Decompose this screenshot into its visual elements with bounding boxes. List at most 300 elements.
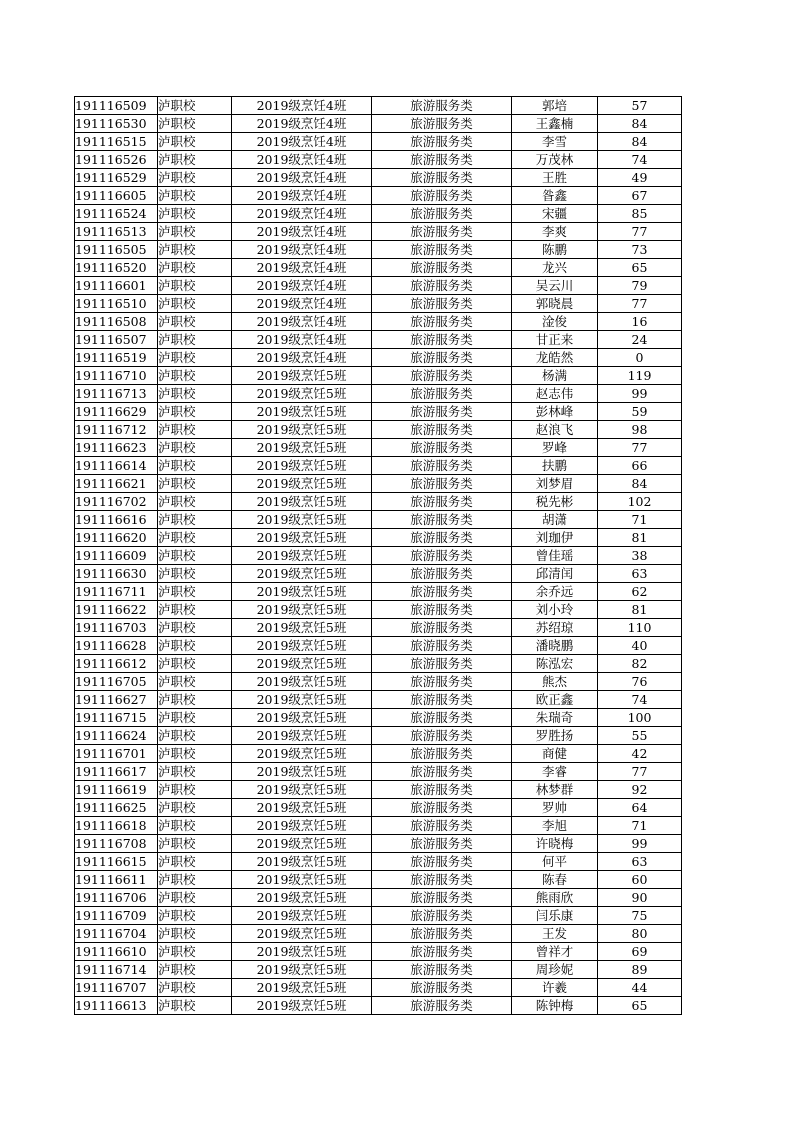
student-id-cell: 191116524	[75, 205, 158, 223]
score-cell: 82	[598, 655, 682, 673]
student-name-cell: 王发	[512, 925, 598, 943]
category-cell: 旅游服务类	[372, 133, 512, 151]
student-id-cell: 191116617	[75, 763, 158, 781]
category-cell: 旅游服务类	[372, 457, 512, 475]
student-name-cell: 李睿	[512, 763, 598, 781]
student-name-cell: 邱清闰	[512, 565, 598, 583]
student-id-cell: 191116505	[75, 241, 158, 259]
table-row	[75, 601, 682, 619]
student-id-cell: 191116515	[75, 133, 158, 151]
class-cell: 2019级烹饪5班	[232, 637, 372, 655]
score-cell: 49	[598, 169, 682, 187]
table-row	[75, 97, 682, 115]
category-cell: 旅游服务类	[372, 925, 512, 943]
table-row	[75, 421, 682, 439]
table-row	[75, 997, 682, 1015]
class-cell: 2019级烹饪4班	[232, 295, 372, 313]
student-id-cell: 191116526	[75, 151, 158, 169]
category-cell: 旅游服务类	[372, 439, 512, 457]
table-row	[75, 583, 682, 601]
school-cell: 泸职校	[158, 871, 232, 889]
class-cell: 2019级烹饪4班	[232, 133, 372, 151]
school-cell: 泸职校	[158, 403, 232, 421]
student-id-cell: 191116714	[75, 961, 158, 979]
category-cell: 旅游服务类	[372, 781, 512, 799]
table-row	[75, 943, 682, 961]
score-cell: 89	[598, 961, 682, 979]
table-row	[75, 691, 682, 709]
category-cell: 旅游服务类	[372, 277, 512, 295]
table-row	[75, 709, 682, 727]
score-cell: 77	[598, 439, 682, 457]
class-cell: 2019级烹饪4班	[232, 241, 372, 259]
school-cell: 泸职校	[158, 493, 232, 511]
score-cell: 62	[598, 583, 682, 601]
school-cell: 泸职校	[158, 799, 232, 817]
score-cell: 77	[598, 763, 682, 781]
student-id-cell: 191116708	[75, 835, 158, 853]
class-cell: 2019级烹饪5班	[232, 907, 372, 925]
category-cell: 旅游服务类	[372, 421, 512, 439]
student-name-cell: 赵志伟	[512, 385, 598, 403]
class-cell: 2019级烹饪5班	[232, 817, 372, 835]
school-cell: 泸职校	[158, 547, 232, 565]
score-cell: 81	[598, 601, 682, 619]
table-row	[75, 511, 682, 529]
student-id-cell: 191116510	[75, 295, 158, 313]
table-row	[75, 187, 682, 205]
school-cell: 泸职校	[158, 565, 232, 583]
school-cell: 泸职校	[158, 277, 232, 295]
student-id-cell: 191116629	[75, 403, 158, 421]
school-cell: 泸职校	[158, 349, 232, 367]
student-name-cell: 曾佳瑶	[512, 547, 598, 565]
category-cell: 旅游服务类	[372, 979, 512, 997]
class-cell: 2019级烹饪5班	[232, 475, 372, 493]
student-name-cell: 万茂林	[512, 151, 598, 169]
table-row	[75, 403, 682, 421]
student-id-cell: 191116610	[75, 943, 158, 961]
table-row	[75, 835, 682, 853]
student-id-cell: 191116509	[75, 97, 158, 115]
score-cell: 60	[598, 871, 682, 889]
score-cell: 76	[598, 673, 682, 691]
category-cell: 旅游服务类	[372, 691, 512, 709]
student-id-cell: 191116701	[75, 745, 158, 763]
table-row	[75, 619, 682, 637]
table-body	[75, 97, 682, 1015]
school-cell: 泸职校	[158, 979, 232, 997]
student-name-cell: 李旭	[512, 817, 598, 835]
student-id-cell: 191116619	[75, 781, 158, 799]
category-cell: 旅游服务类	[372, 565, 512, 583]
student-name-cell: 林梦群	[512, 781, 598, 799]
student-name-cell: 苏绍琼	[512, 619, 598, 637]
student-id-cell: 191116715	[75, 709, 158, 727]
student-id-cell: 191116709	[75, 907, 158, 925]
student-name-cell: 李爽	[512, 223, 598, 241]
school-cell: 泸职校	[158, 529, 232, 547]
table-row	[75, 727, 682, 745]
score-cell: 63	[598, 853, 682, 871]
category-cell: 旅游服务类	[372, 619, 512, 637]
school-cell: 泸职校	[158, 457, 232, 475]
student-id-cell: 191116605	[75, 187, 158, 205]
student-name-cell: 龙皓然	[512, 349, 598, 367]
student-name-cell: 陈钟梅	[512, 997, 598, 1015]
student-id-cell: 191116612	[75, 655, 158, 673]
student-name-cell: 欧正鑫	[512, 691, 598, 709]
student-name-cell: 余乔远	[512, 583, 598, 601]
student-name-cell: 吴云川	[512, 277, 598, 295]
student-name-cell: 彭林峰	[512, 403, 598, 421]
student-id-cell: 191116623	[75, 439, 158, 457]
student-name-cell: 郭晓晨	[512, 295, 598, 313]
student-name-cell: 扶鹏	[512, 457, 598, 475]
class-cell: 2019级烹饪5班	[232, 961, 372, 979]
class-cell: 2019级烹饪5班	[232, 727, 372, 745]
table-row	[75, 907, 682, 925]
student-name-cell: 税先彬	[512, 493, 598, 511]
student-id-cell: 191116611	[75, 871, 158, 889]
school-cell: 泸职校	[158, 619, 232, 637]
school-cell: 泸职校	[158, 151, 232, 169]
student-id-cell: 191116529	[75, 169, 158, 187]
school-cell: 泸职校	[158, 169, 232, 187]
table-row	[75, 979, 682, 997]
table-row	[75, 259, 682, 277]
student-name-cell: 淦俊	[512, 313, 598, 331]
score-cell: 75	[598, 907, 682, 925]
student-name-cell: 郭培	[512, 97, 598, 115]
school-cell: 泸职校	[158, 907, 232, 925]
student-id-cell: 191116711	[75, 583, 158, 601]
student-name-cell: 潘晓鹏	[512, 637, 598, 655]
school-cell: 泸职校	[158, 205, 232, 223]
category-cell: 旅游服务类	[372, 529, 512, 547]
score-cell: 84	[598, 115, 682, 133]
school-cell: 泸职校	[158, 817, 232, 835]
class-cell: 2019级烹饪4班	[232, 313, 372, 331]
student-name-cell: 王鑫楠	[512, 115, 598, 133]
class-cell: 2019级烹饪4班	[232, 205, 372, 223]
student-id-cell: 191116508	[75, 313, 158, 331]
student-name-cell: 陈鹏	[512, 241, 598, 259]
class-cell: 2019级烹饪5班	[232, 583, 372, 601]
class-cell: 2019级烹饪5班	[232, 871, 372, 889]
school-cell: 泸职校	[158, 835, 232, 853]
class-cell: 2019级烹饪4班	[232, 115, 372, 133]
score-cell: 98	[598, 421, 682, 439]
table-row	[75, 169, 682, 187]
student-name-cell: 宋疆	[512, 205, 598, 223]
student-name-cell: 陈泓宏	[512, 655, 598, 673]
score-cell: 42	[598, 745, 682, 763]
student-name-cell: 甘正来	[512, 331, 598, 349]
school-cell: 泸职校	[158, 259, 232, 277]
score-cell: 65	[598, 259, 682, 277]
student-name-cell: 罗胜扬	[512, 727, 598, 745]
score-cell: 84	[598, 475, 682, 493]
category-cell: 旅游服务类	[372, 403, 512, 421]
student-name-cell: 赵浪飞	[512, 421, 598, 439]
school-cell: 泸职校	[158, 727, 232, 745]
student-id-cell: 191116706	[75, 889, 158, 907]
student-id-cell: 191116615	[75, 853, 158, 871]
score-cell: 77	[598, 223, 682, 241]
class-cell: 2019级烹饪5班	[232, 709, 372, 727]
school-cell: 泸职校	[158, 583, 232, 601]
table-row	[75, 871, 682, 889]
class-cell: 2019级烹饪5班	[232, 385, 372, 403]
category-cell: 旅游服务类	[372, 727, 512, 745]
class-cell: 2019级烹饪5班	[232, 439, 372, 457]
student-id-cell: 191116703	[75, 619, 158, 637]
class-cell: 2019级烹饪5班	[232, 493, 372, 511]
class-cell: 2019级烹饪5班	[232, 655, 372, 673]
student-name-cell: 李雪	[512, 133, 598, 151]
category-cell: 旅游服务类	[372, 511, 512, 529]
score-cell: 71	[598, 511, 682, 529]
category-cell: 旅游服务类	[372, 709, 512, 727]
school-cell: 泸职校	[158, 223, 232, 241]
student-name-cell: 熊雨欣	[512, 889, 598, 907]
class-cell: 2019级烹饪5班	[232, 421, 372, 439]
table-row	[75, 745, 682, 763]
student-id-cell: 191116625	[75, 799, 158, 817]
score-cell: 110	[598, 619, 682, 637]
school-cell: 泸职校	[158, 637, 232, 655]
class-cell: 2019级烹饪5班	[232, 853, 372, 871]
score-cell: 64	[598, 799, 682, 817]
student-id-cell: 191116704	[75, 925, 158, 943]
table-row	[75, 799, 682, 817]
category-cell: 旅游服务类	[372, 241, 512, 259]
score-cell: 79	[598, 277, 682, 295]
score-cell: 99	[598, 835, 682, 853]
class-cell: 2019级烹饪4班	[232, 331, 372, 349]
student-name-cell: 昝鑫	[512, 187, 598, 205]
class-cell: 2019级烹饪5班	[232, 889, 372, 907]
class-cell: 2019级烹饪5班	[232, 565, 372, 583]
category-cell: 旅游服务类	[372, 259, 512, 277]
score-cell: 119	[598, 367, 682, 385]
school-cell: 泸职校	[158, 295, 232, 313]
student-id-cell: 191116702	[75, 493, 158, 511]
table-row	[75, 223, 682, 241]
student-score-table	[74, 96, 682, 1015]
class-cell: 2019级烹饪5班	[232, 997, 372, 1015]
school-cell: 泸职校	[158, 925, 232, 943]
student-id-cell: 191116618	[75, 817, 158, 835]
class-cell: 2019级烹饪5班	[232, 763, 372, 781]
table-row	[75, 493, 682, 511]
category-cell: 旅游服务类	[372, 205, 512, 223]
score-cell: 102	[598, 493, 682, 511]
school-cell: 泸职校	[158, 961, 232, 979]
category-cell: 旅游服务类	[372, 295, 512, 313]
score-cell: 40	[598, 637, 682, 655]
category-cell: 旅游服务类	[372, 187, 512, 205]
class-cell: 2019级烹饪5班	[232, 601, 372, 619]
school-cell: 泸职校	[158, 313, 232, 331]
school-cell: 泸职校	[158, 475, 232, 493]
category-cell: 旅游服务类	[372, 745, 512, 763]
class-cell: 2019级烹饪5班	[232, 529, 372, 547]
score-cell: 74	[598, 691, 682, 709]
school-cell: 泸职校	[158, 853, 232, 871]
table-row	[75, 331, 682, 349]
table-row	[75, 241, 682, 259]
category-cell: 旅游服务类	[372, 817, 512, 835]
student-name-cell: 刘梦眉	[512, 475, 598, 493]
score-cell: 77	[598, 295, 682, 313]
school-cell: 泸职校	[158, 763, 232, 781]
student-id-cell: 191116712	[75, 421, 158, 439]
student-name-cell: 胡潇	[512, 511, 598, 529]
class-cell: 2019级烹饪4班	[232, 223, 372, 241]
category-cell: 旅游服务类	[372, 601, 512, 619]
school-cell: 泸职校	[158, 601, 232, 619]
class-cell: 2019级烹饪4班	[232, 151, 372, 169]
school-cell: 泸职校	[158, 745, 232, 763]
student-name-cell: 许羲	[512, 979, 598, 997]
score-cell: 65	[598, 997, 682, 1015]
student-name-cell: 刘小玲	[512, 601, 598, 619]
score-cell: 55	[598, 727, 682, 745]
category-cell: 旅游服务类	[372, 97, 512, 115]
student-id-cell: 191116614	[75, 457, 158, 475]
school-cell: 泸职校	[158, 691, 232, 709]
table-row	[75, 565, 682, 583]
category-cell: 旅游服务类	[372, 871, 512, 889]
student-id-cell: 191116609	[75, 547, 158, 565]
student-name-cell: 周珍妮	[512, 961, 598, 979]
school-cell: 泸职校	[158, 997, 232, 1015]
score-cell: 57	[598, 97, 682, 115]
table-row	[75, 385, 682, 403]
score-cell: 66	[598, 457, 682, 475]
class-cell: 2019级烹饪5班	[232, 925, 372, 943]
category-cell: 旅游服务类	[372, 835, 512, 853]
school-cell: 泸职校	[158, 241, 232, 259]
class-cell: 2019级烹饪5班	[232, 511, 372, 529]
student-id-cell: 191116530	[75, 115, 158, 133]
table-row	[75, 277, 682, 295]
class-cell: 2019级烹饪5班	[232, 745, 372, 763]
student-id-cell: 191116705	[75, 673, 158, 691]
table-row	[75, 115, 682, 133]
student-id-cell: 191116620	[75, 529, 158, 547]
school-cell: 泸职校	[158, 673, 232, 691]
category-cell: 旅游服务类	[372, 313, 512, 331]
category-cell: 旅游服务类	[372, 907, 512, 925]
student-id-cell: 191116520	[75, 259, 158, 277]
school-cell: 泸职校	[158, 781, 232, 799]
school-cell: 泸职校	[158, 709, 232, 727]
table-row	[75, 655, 682, 673]
class-cell: 2019级烹饪4班	[232, 277, 372, 295]
score-cell: 63	[598, 565, 682, 583]
category-cell: 旅游服务类	[372, 799, 512, 817]
category-cell: 旅游服务类	[372, 943, 512, 961]
score-cell: 100	[598, 709, 682, 727]
student-id-cell: 191116628	[75, 637, 158, 655]
student-id-cell: 191116622	[75, 601, 158, 619]
category-cell: 旅游服务类	[372, 889, 512, 907]
category-cell: 旅游服务类	[372, 853, 512, 871]
student-id-cell: 191116507	[75, 331, 158, 349]
class-cell: 2019级烹饪5班	[232, 979, 372, 997]
category-cell: 旅游服务类	[372, 997, 512, 1015]
class-cell: 2019级烹饪5班	[232, 691, 372, 709]
student-id-cell: 191116630	[75, 565, 158, 583]
class-cell: 2019级烹饪5班	[232, 619, 372, 637]
school-cell: 泸职校	[158, 97, 232, 115]
student-id-cell: 191116616	[75, 511, 158, 529]
table-row	[75, 763, 682, 781]
category-cell: 旅游服务类	[372, 493, 512, 511]
category-cell: 旅游服务类	[372, 367, 512, 385]
school-cell: 泸职校	[158, 889, 232, 907]
score-cell: 99	[598, 385, 682, 403]
table-row	[75, 781, 682, 799]
category-cell: 旅游服务类	[372, 151, 512, 169]
school-cell: 泸职校	[158, 439, 232, 457]
student-name-cell: 曾祥才	[512, 943, 598, 961]
class-cell: 2019级烹饪5班	[232, 781, 372, 799]
student-id-cell: 191116624	[75, 727, 158, 745]
score-cell: 67	[598, 187, 682, 205]
school-cell: 泸职校	[158, 331, 232, 349]
class-cell: 2019级烹饪4班	[232, 97, 372, 115]
student-name-cell: 罗峰	[512, 439, 598, 457]
table-row	[75, 133, 682, 151]
student-id-cell: 191116710	[75, 367, 158, 385]
table-row	[75, 547, 682, 565]
student-id-cell: 191116613	[75, 997, 158, 1015]
table-row	[75, 637, 682, 655]
score-cell: 16	[598, 313, 682, 331]
table-row	[75, 439, 682, 457]
table-row	[75, 817, 682, 835]
class-cell: 2019级烹饪4班	[232, 349, 372, 367]
student-name-cell: 刘珈伊	[512, 529, 598, 547]
class-cell: 2019级烹饪5班	[232, 403, 372, 421]
table-row	[75, 529, 682, 547]
school-cell: 泸职校	[158, 367, 232, 385]
student-name-cell: 龙兴	[512, 259, 598, 277]
class-cell: 2019级烹饪5班	[232, 367, 372, 385]
class-cell: 2019级烹饪5班	[232, 835, 372, 853]
table-row	[75, 295, 682, 313]
table-row	[75, 151, 682, 169]
category-cell: 旅游服务类	[372, 655, 512, 673]
student-name-cell: 许晓梅	[512, 835, 598, 853]
student-id-cell: 191116513	[75, 223, 158, 241]
class-cell: 2019级烹饪4班	[232, 187, 372, 205]
table-row	[75, 457, 682, 475]
student-name-cell: 王胜	[512, 169, 598, 187]
category-cell: 旅游服务类	[372, 961, 512, 979]
score-cell: 92	[598, 781, 682, 799]
score-cell: 59	[598, 403, 682, 421]
class-cell: 2019级烹饪5班	[232, 673, 372, 691]
table-row	[75, 853, 682, 871]
category-cell: 旅游服务类	[372, 547, 512, 565]
student-name-cell: 杨满	[512, 367, 598, 385]
category-cell: 旅游服务类	[372, 583, 512, 601]
